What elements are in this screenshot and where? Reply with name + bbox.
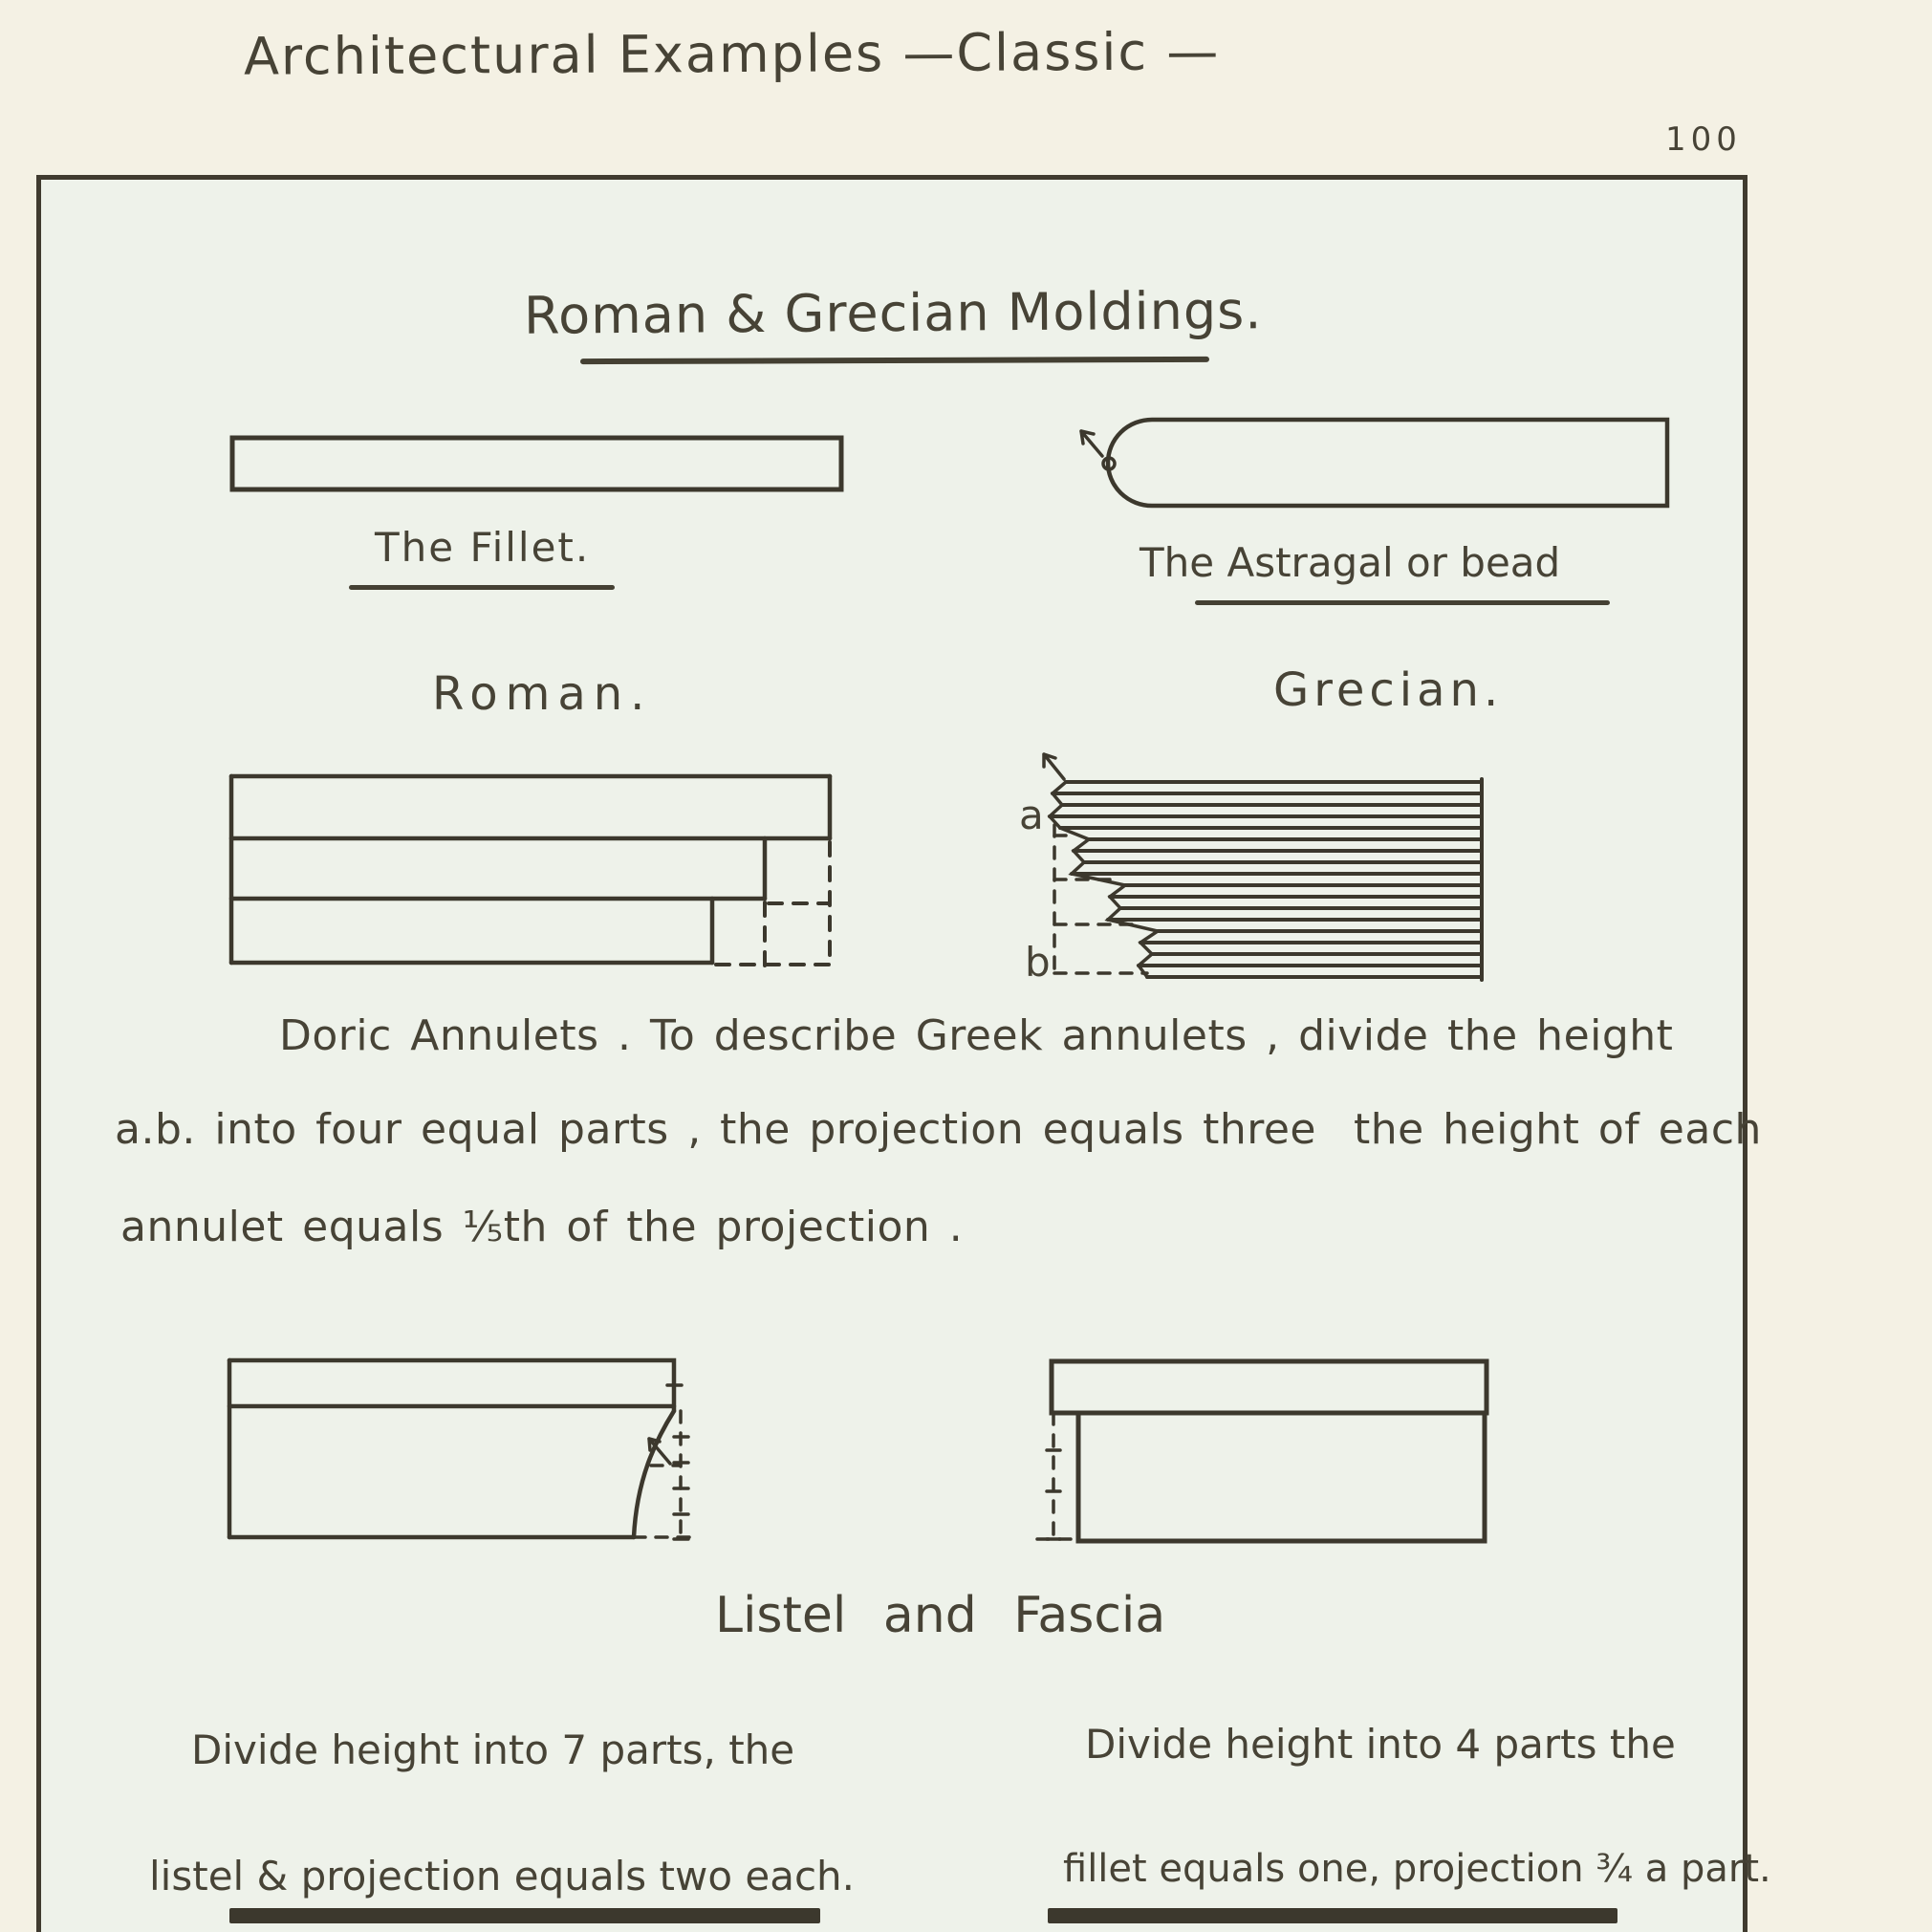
astragal-figure <box>1059 411 1676 514</box>
roman-label: Roman. <box>432 667 653 721</box>
height-marker-a: a <box>1019 792 1044 838</box>
next-figure-right-partial <box>1048 1908 1617 1923</box>
section-heading: Roman & Grecian Moldings. <box>523 280 1263 346</box>
grecian-annulets-figure <box>1013 741 1520 989</box>
listel-fascia-grecian-figure <box>1031 1351 1509 1556</box>
height-marker-b: b <box>1025 939 1051 986</box>
fillet-figure <box>228 430 849 497</box>
doric-paragraph-line3: annulet equals ⅕th of the projection . <box>120 1203 964 1251</box>
page-number: 100 <box>1665 120 1742 159</box>
doric-paragraph-line1: Doric Annulets . To describe Greek annulets , divide the height <box>279 1011 1674 1060</box>
tangent-arrow-icon <box>1044 754 1064 779</box>
listel-fascia-roman-figure <box>223 1351 710 1556</box>
listel-left-note-line2: listel & projection equals two each. <box>149 1853 856 1899</box>
roman-annulets-figure <box>226 770 847 975</box>
astragal-label: The Astragal or bead <box>1140 539 1561 586</box>
fillet-underline <box>349 585 615 590</box>
listel-fascia-heading: Listel and Fascia <box>715 1587 1166 1644</box>
listel-left-note-line1: Divide height into 7 parts, the <box>191 1726 795 1773</box>
fillet-label: The Fillet. <box>375 524 591 571</box>
doric-paragraph-line2: a.b. into four equal parts , the projection equals three the height of each <box>115 1105 1762 1154</box>
listel-right-note-line2: fillet equals one, projection ¾ a part. <box>1063 1847 1771 1891</box>
astragal-underline <box>1195 600 1610 605</box>
grecian-label: Grecian. <box>1273 663 1504 717</box>
page-title: Architectural Examples —Classic — <box>243 21 1221 87</box>
next-figure-left-partial <box>229 1908 820 1923</box>
listel-right-note-line1: Divide height into 4 parts the <box>1085 1721 1676 1768</box>
radius-arrow-icon <box>1081 431 1102 456</box>
